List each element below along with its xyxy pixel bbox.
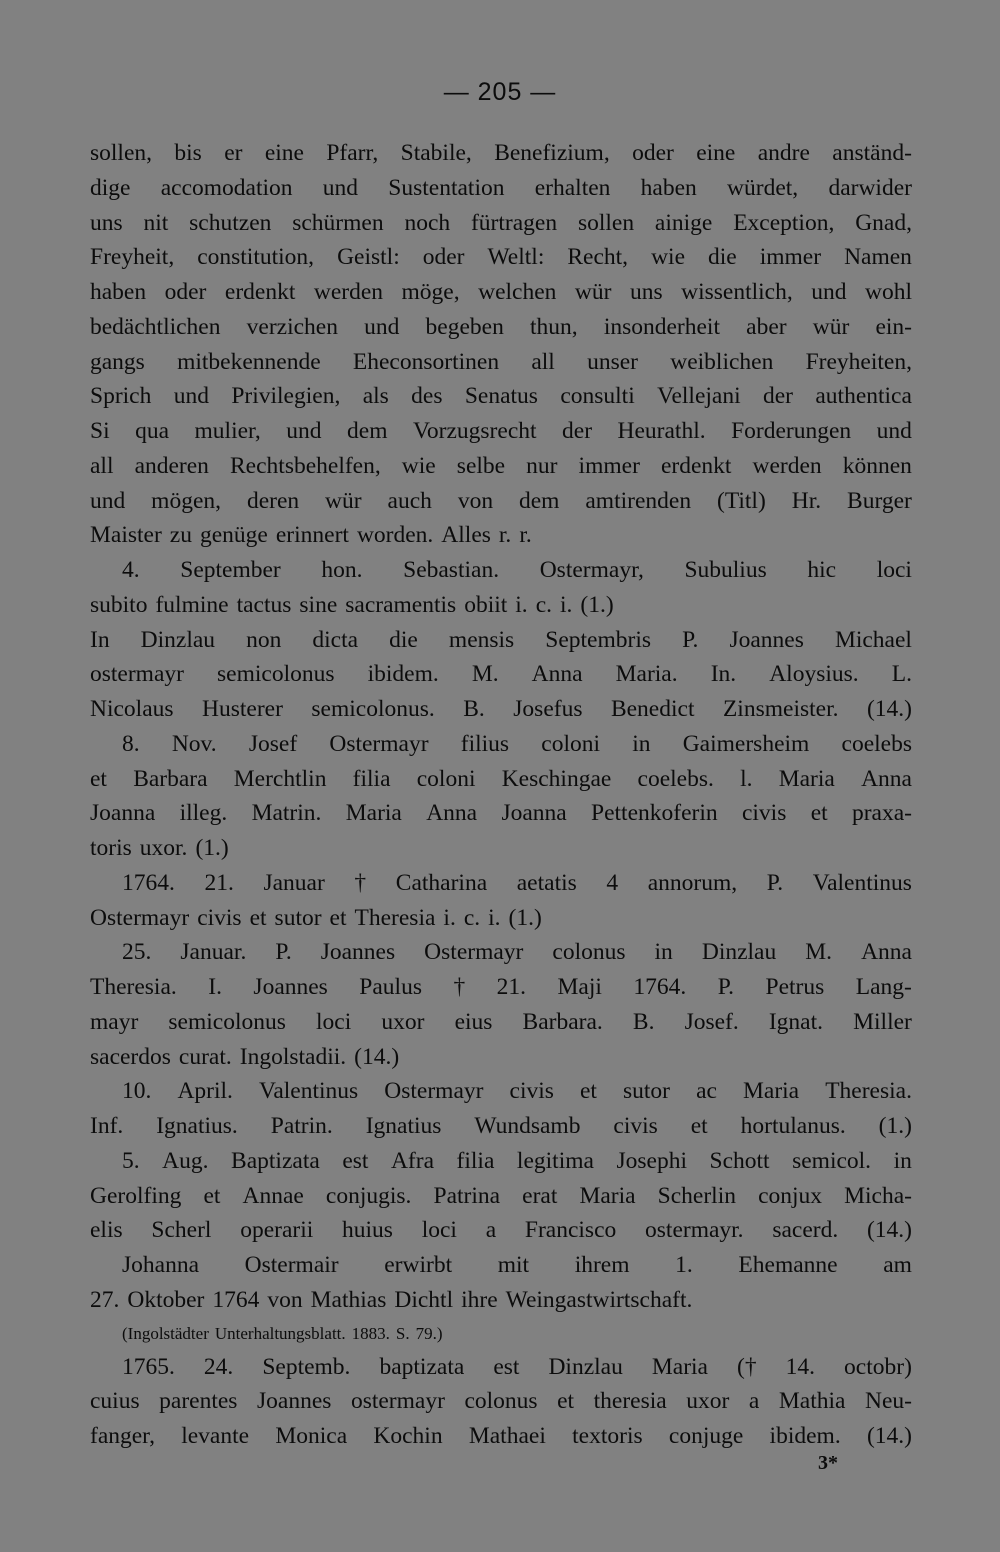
text-line: Freyheit, constitution, Geistl: oder Weltl: Recht, wie die immer Namen [90, 244, 912, 271]
text-line: 8. Nov. Josef Ostermayr filius coloni in Gaimersheim coelebs [122, 730, 912, 757]
text-line: cuius parentes Joannes ostermayr colonus et theresia uxor a Mathia Neu- [90, 1388, 912, 1415]
text-line: 4. September hon. Sebastian. Ostermayr, Subulius hic loci [122, 557, 912, 583]
text-line: (Ingolstädter Unterhaltungsblatt. 1883. S. 79.) [122, 1323, 443, 1343]
text-line: ostermayr semicolonus ibidem. M. Anna Maria. In. Aloysius. L. [90, 661, 912, 688]
text-line: fanger, levante Monica Kochin Mathaei textoris conjuge ibidem. (14.) [90, 1423, 912, 1449]
text-line: uns nit schutzen schürmen noch fürtragen sollen ainige Exception, Gnad, [90, 209, 912, 236]
text-line: Ostermayr civis et sutor et Theresia i. c. i. (1.) [90, 904, 542, 931]
body-text [90, 136, 912, 1454]
text-line: elis Scherl operarii huius loci a Francisco ostermayr. sacerd. (14.) [90, 1217, 912, 1244]
text-line: In Dinzlau non dicta die mensis Septembris P. Joannes Michael [90, 626, 912, 653]
text-line: Maister zu genüge erinnert worden. Alles r. r. [90, 522, 532, 549]
text-line: 10. April. Valentinus Ostermayr civis et sutor ac Maria Theresia. [122, 1078, 912, 1105]
text-line: Si qua mulier, und dem Vorzugsrecht der Heurathl. Forderungen und [90, 418, 912, 444]
text-line: Gerolfing et Annae conjugis. Patrina erat Maria Scherlin conjux Micha- [90, 1182, 912, 1209]
text-line: 1764. 21. Januar † Catharina aetatis 4 annorum, P. Valentinus [122, 869, 912, 896]
text-line: gangs mitbekennende Eheconsortinen all unser weiblichen Freyheiten, [90, 348, 912, 375]
text-line: toris uxor. (1.) [90, 835, 229, 861]
text-line: subito fulmine tactus sine sacramentis obiit i. c. i. (1.) [90, 591, 614, 618]
page-number: — 205 — [443, 78, 557, 106]
text-line: all anderen Rechtsbehelfen, wie selbe nur immer erdenkt werden können [90, 452, 912, 479]
text-line: 27. Oktober 1764 von Mathias Dichtl ihre Weingastwirtschaft. [90, 1286, 693, 1313]
text-line: haben oder erdenkt werden möge, welchen wür uns wissentlich, und wohl [90, 279, 912, 305]
text-line: sacerdos curat. Ingolstadii. (14.) [90, 1043, 400, 1070]
text-line: 25. Januar. P. Joannes Ostermayr colonus in Dinzlau M. Anna [122, 939, 912, 966]
text-line: Inf. Ignatius. Patrin. Ignatius Wundsamb civis et hortulanus. (1.) [90, 1113, 912, 1139]
text-line: mayr semicolonus loci uxor eius Barbara. B. Josef. Ignat. Miller [90, 1008, 912, 1035]
text-line: 5. Aug. Baptizata est Afra filia legitima Josephi Schott semicol. in [122, 1147, 912, 1174]
text-line: Joanna illeg. Matrin. Maria Anna Joanna Pettenkoferin civis et praxa- [90, 800, 912, 827]
text-line: bedächtlichen verzichen und begeben thun, insonderheit aber wür ein- [90, 313, 912, 340]
text-line: sollen, bis er eine Pfarr, Stabile, Benefizium, oder eine andre anständ- [90, 140, 912, 166]
signature-mark: 3* [818, 1452, 838, 1474]
text-line: et Barbara Merchtlin filia coloni Keschingae coelebs. l. Maria Anna [90, 765, 912, 792]
text-line: 1765. 24. Septemb. baptizata est Dinzlau Maria († 14. octobr) [122, 1353, 912, 1380]
text-line: und mögen, deren wür auch von dem amtirenden (Titl) Hr. Burger [90, 487, 912, 514]
text-line: Johanna Ostermair erwirbt mit ihrem 1. Ehemanne am [122, 1252, 912, 1278]
text-line: Theresia. I. Joannes Paulus † 21. Maji 1764. P. Petrus Lang- [90, 974, 912, 1000]
text-line: Nicolaus Husterer semicolonus. B. Josefus Benedict Zinsmeister. (14.) [90, 696, 912, 722]
text-line: dige accomodation und Sustentation erhalten haben würdet, darwider [90, 174, 912, 201]
text-line: Sprich und Privilegien, als des Senatus consulti Vellejani der authentica [90, 383, 912, 410]
